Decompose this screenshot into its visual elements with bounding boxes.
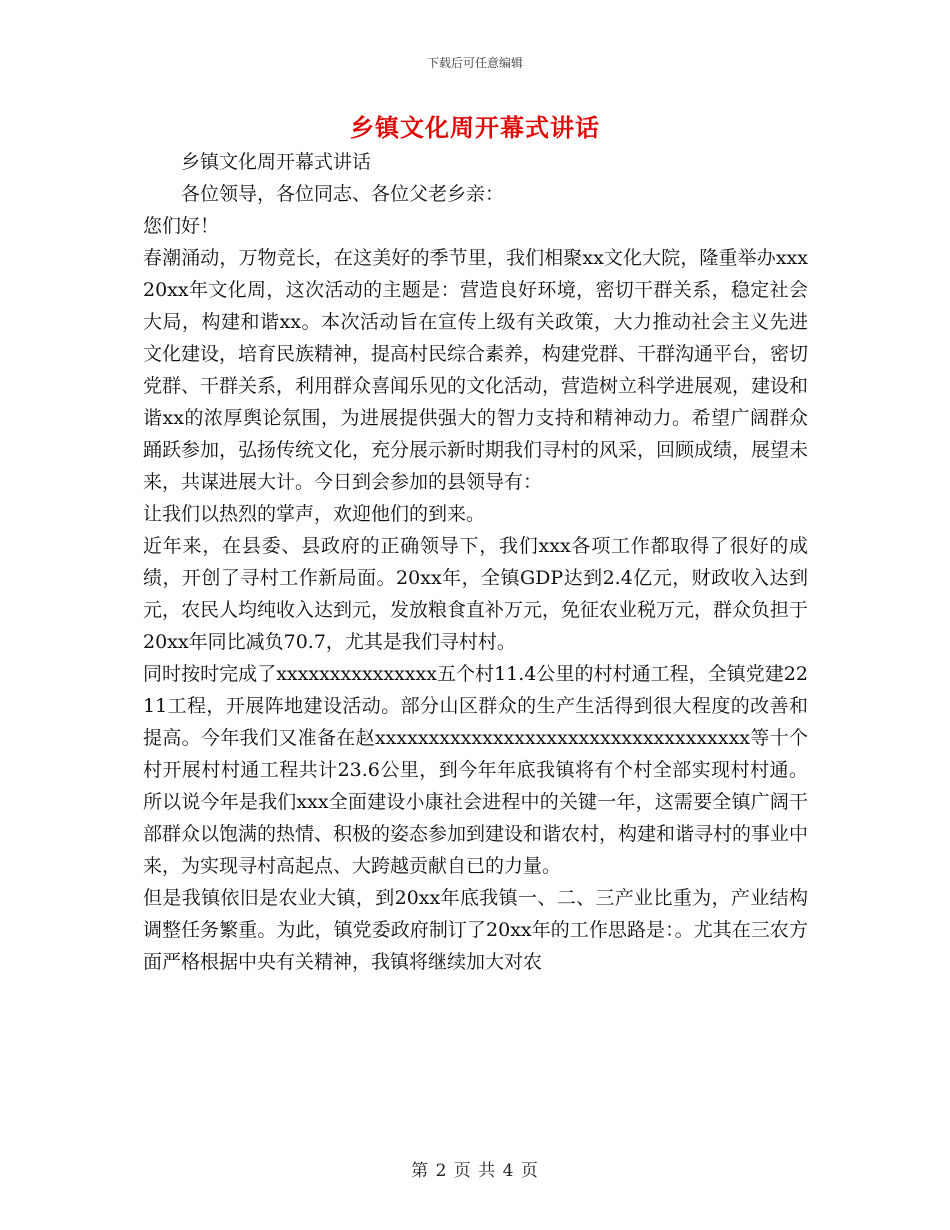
- paragraph-body: 让我们以热烈的掌声，欢迎他们的到来。: [143, 503, 486, 525]
- document-body: [143, 146, 808, 978]
- page-header-note: 下载后可任意编辑: [426, 56, 523, 70]
- paragraph-body: 春潮涌动，万物竞长，在这美好的季节里，我们相聚xx文化大院，隆重举办xxx20xx年文化周，这次活动的主题是：营造良好环境，密切干群关系，稳定社会大局，构建和谐xx。本次活动旨在宣传上级有关政策，大力推动社会主义先进文化建设，培育民族精神，提高村民综合素养，构建党群、干群沟通平台，密切党群、干群关系，利用群众喜闻乐见的文化活动，营造树立科学进展观，建设和谐xx的浓厚舆论氛围，为进展提供强大的智力支持和精神动力。希望广阔群众踊跃参加，弘扬传统文化，充分展示新时期我们寻村的风采，回顾成绩，展望未来，共谋进展大计。今日到会参加的县领导有：: [143, 247, 809, 493]
- paragraph-greeting: 您们好！: [143, 215, 220, 237]
- paragraph-subtitle: 乡镇文化周开幕式讲话: [181, 151, 372, 173]
- paragraph-body: 但是我镇依旧是农业大镇，到20xx年底我镇一、二、三产业比重为，产业结构调整任务繁重。为此，镇党委政府制订了20xx年的工作思路是：。尤其在三农方面严格根据中央有关精神，我镇将继续加大对农: [143, 887, 808, 973]
- paragraph-body: 近年来，在县委、县政府的正确领导下，我们xxx各项工作都取得了很好的成绩，开创了寻村工作新局面。20xx年，全镇GDP达到2.4亿元，财政收入达到元，农民人均纯收入达到元，发放粮食直补万元，免征农业税万元，群众负担于20xx年同比减负70.7，尤其是我们寻村村。: [143, 535, 809, 653]
- document-title: 乡镇文化周开幕式讲话: [350, 113, 600, 142]
- paragraph-body: 同时按时完成了xxxxxxxxxxxxxxx五个村11.4公里的村村通工程，全镇党建2211工程，开展阵地建设活动。部分山区群众的生产生活得到很大程度的改善和提高。今年我们又准备在赵xxxxxxxxxxxxxxxxxxxxxxxxxxxxxxxxxxx等十个村开展村村通工程共计23.6公里，到今年年底我镇将有个村全部实现村村通。所以说今年是我们xxx全面建设小康社会进程中的关键一年，这需要全镇广阔干部群众以饱满的热情、积极的姿态参加到建设和谐农村，构建和谐寻村的事业中来，为实现寻村高起点、大跨越贡献自已的力量。: [143, 663, 809, 877]
- paragraph-salutation: 各位领导，各位同志、各位父老乡亲：: [181, 183, 505, 205]
- page-number: 第 2 页 共 4 页: [411, 1161, 539, 1181]
